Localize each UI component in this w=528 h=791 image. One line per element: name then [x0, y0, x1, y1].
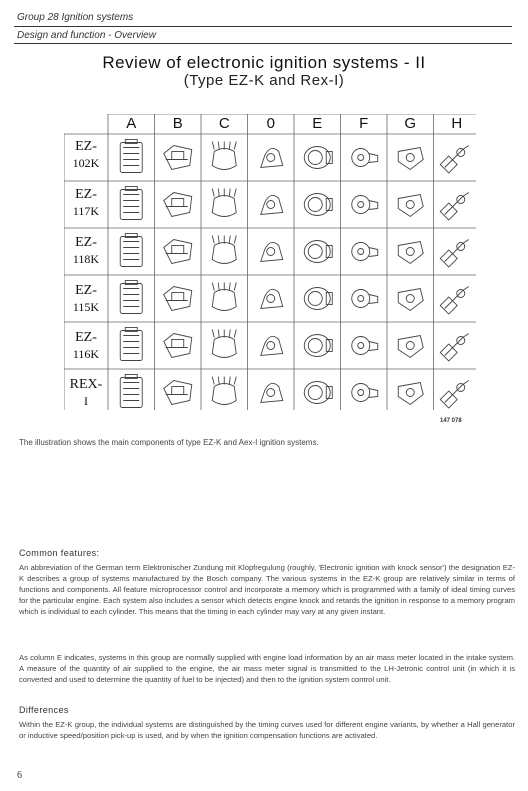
component-icon — [120, 140, 142, 173]
component-icon — [120, 281, 142, 314]
component-icon — [398, 242, 423, 264]
component-icon — [352, 337, 378, 355]
row-label-rexi — [64, 376, 108, 410]
component-icon — [212, 142, 236, 170]
component-icon — [398, 336, 423, 358]
component-icon — [212, 236, 236, 264]
component-icon — [164, 381, 192, 405]
heading-differences: Differences — [19, 705, 69, 715]
component-icon — [440, 334, 468, 361]
component-icon — [212, 283, 236, 311]
component-icon — [352, 149, 378, 167]
row-label-top: REX- — [69, 377, 103, 392]
row-label-bottom: I — [84, 394, 88, 408]
component-icon — [304, 147, 332, 169]
row-label-top: EZ- — [75, 235, 97, 250]
component-icon — [261, 289, 283, 308]
component-icon — [261, 148, 283, 167]
component-icon — [440, 240, 468, 267]
row-label-ez102k — [64, 138, 108, 172]
section-header-group: Group 28 Ignition systems — [17, 12, 134, 23]
component-icon — [398, 148, 423, 170]
row-label-ez118k — [64, 234, 108, 268]
column-header-c: C — [218, 115, 230, 132]
row-label-bottom: 102K — [72, 156, 100, 170]
component-icon — [120, 375, 142, 408]
component-icon — [440, 287, 468, 314]
component-icon — [398, 383, 423, 405]
row-label-ez115k — [64, 282, 108, 316]
component-icon — [164, 287, 192, 311]
component-icon — [212, 189, 236, 217]
column-header-g: G — [404, 115, 417, 132]
component-icon — [212, 330, 236, 358]
figure-caption: The illustration shows the main components of type EZ-K and Aex-I ignition systems. — [19, 438, 319, 447]
row-label-bottom: 118K — [72, 252, 100, 266]
component-icon — [304, 241, 332, 263]
component-icon — [261, 195, 283, 214]
component-icon — [440, 193, 468, 220]
component-icon — [398, 195, 423, 217]
component-icon — [398, 289, 423, 311]
page-subtitle: (Type EZ-K and Rex-I) — [183, 72, 345, 89]
column-header-b: B — [172, 115, 183, 132]
component-icon — [164, 193, 192, 217]
component-icon — [212, 377, 236, 405]
figure-number: 147 078 — [440, 418, 462, 424]
column-header-h: H — [451, 115, 463, 132]
component-icon — [304, 194, 332, 216]
paragraph-common-2: As column E indicates, systems in this group are normally supplied with engine load information by an air mass meter located in the intake system. A measure of the quantity of air supplied to the engine, the air mass meter signal is transmitted to the LH-Jetronic control unit (in which it is converted and used to determine the quantity of fuel to be injected) and then to the ignition system control unit. — [19, 653, 515, 684]
component-illustrations — [120, 140, 469, 408]
row-label-top: EZ- — [75, 187, 97, 202]
component-icon — [120, 187, 142, 220]
row-label-top: EZ- — [75, 283, 97, 298]
row-label-ez117k — [64, 186, 108, 220]
component-icon — [261, 336, 283, 355]
row-label-top: EZ- — [75, 139, 97, 154]
component-icon — [261, 383, 283, 402]
components-table — [64, 114, 476, 414]
component-icon — [352, 196, 378, 214]
column-header-e: E — [312, 115, 323, 132]
page-title: Review of electronic ignition systems - II — [102, 53, 426, 72]
paragraph-common-1: An abbreviation of the German term Elektronischer Zundung mit Klopfregulung (roughly, 'Electronic ignition with knock sensor') the designation EZ-K describes a group of systems manufactured by the Bosch company. The various systems in the EZ-K group are relatively similar in terms of functions and components. All feature microprocessor control and incorporate a memory which is programmed with a family of ideal timing curves for the particular engine. Each system also includes a sensor which detects engine knock and retards the ignition in response to a memory program which is individual to each cylinder. This means that the timing in each cylinder may vary at any given instant. — [19, 563, 515, 616]
column-header-f: F — [359, 115, 369, 132]
component-icon — [440, 146, 468, 173]
header-rule — [14, 26, 512, 27]
row-label-bottom: 117K — [72, 204, 100, 218]
component-icon — [304, 382, 332, 404]
heading-common-features: Common features: — [19, 548, 100, 558]
row-label-top: EZ- — [75, 330, 97, 345]
column-header-a: A — [126, 115, 137, 132]
component-icon — [352, 384, 378, 402]
component-icon — [352, 290, 378, 308]
row-label-bottom: 116K — [72, 347, 100, 361]
component-icon — [261, 242, 283, 261]
component-icon — [164, 240, 192, 264]
section-header-subtitle: Design and function - Overview — [17, 30, 156, 41]
component-icon — [352, 243, 378, 261]
page-number: 6 — [17, 770, 22, 781]
paragraph-differences: Within the EZ-K group, the individual systems are distinguished by the timing curves used for different engine variants, by whether a Hall generator or inductive speed/position pick-up is used, and by when the ignition compensation functions are activated. — [19, 720, 515, 740]
row-label-ez116k — [64, 329, 108, 363]
component-icon — [164, 146, 192, 170]
component-icon — [164, 334, 192, 358]
column-header-d: 0 — [266, 115, 275, 132]
header-rule-2 — [14, 43, 512, 44]
component-icon — [440, 381, 468, 408]
component-icon — [120, 234, 142, 267]
component-icon — [304, 335, 332, 357]
component-icon — [120, 328, 142, 361]
row-label-bottom: 115K — [72, 300, 100, 314]
component-icon — [304, 288, 332, 310]
